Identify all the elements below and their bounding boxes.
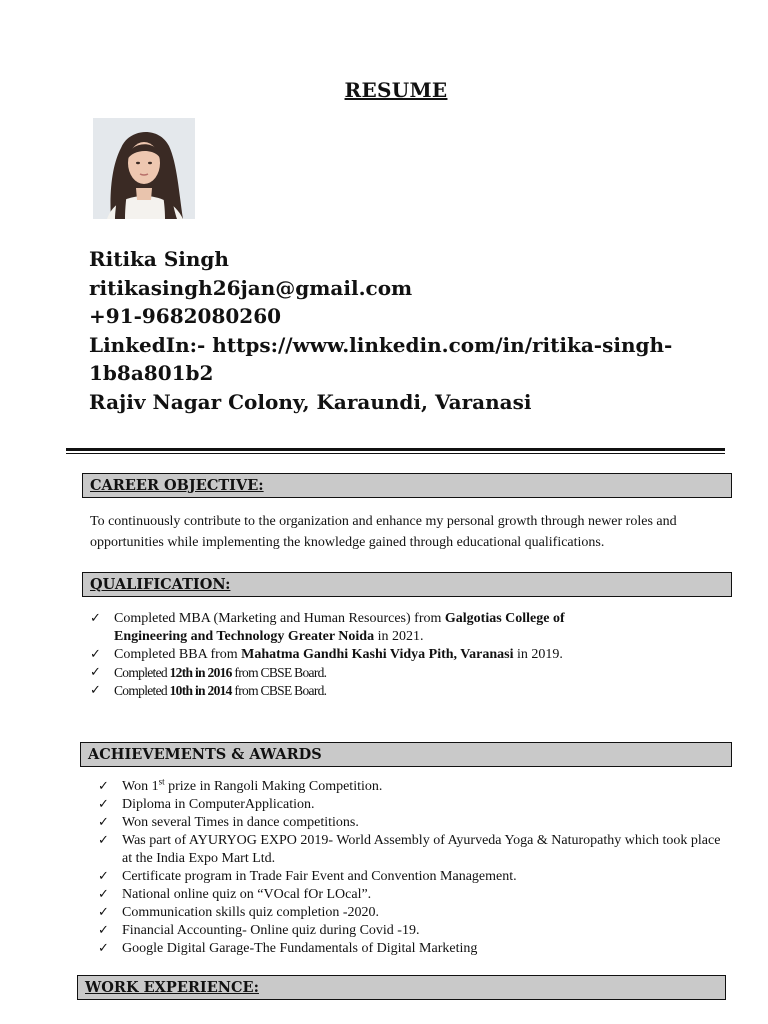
career-objective-heading: CAREER OBJECTIVE: [82,473,732,498]
list-item: ✓ Was part of AYURYOG EXPO 2019- World Assembly of Ayurveda Yoga & Naturopathy which took place at the India Expo Mart Ltd. [98,833,721,866]
check-icon: ✓ [90,611,101,626]
list-item: ✓ Won several Times in dance competitions. [98,815,359,830]
list-item: ✓ Won 1st prize in Rangoli Making Competition. [98,776,383,794]
achievements-list [98,778,723,958]
linkedin-line-2[interactable]: 1b8a801b2 [89,361,214,385]
check-icon: ✓ [98,905,109,920]
qualification-list [90,610,720,700]
list-item: ✓ Financial Accounting- Online quiz during Covid -19. [98,923,420,938]
list-item: ✓ Completed BBA from Mahatma Gandhi Kashi Vidya Pith, Varanasi in 2019. [90,647,563,662]
list-item: ✓ Communication skills quiz completion -2020. [98,905,380,920]
divider-thick [66,448,725,451]
check-icon: ✓ [98,887,109,902]
list-item: ✓ Diploma in ComputerApplication. [98,797,315,812]
check-icon: ✓ [98,923,109,938]
contact-block [89,245,689,416]
check-icon: ✓ [98,941,109,956]
list-item: ✓ Google Digital Garage-The Fundamentals of Digital Marketing [98,941,478,956]
list-item: ✓ Completed MBA (Marketing and Human Resources) from Galgotias College of Engineering and Technology Greater Noida in 2021. [90,611,565,644]
phone-text: +91-9682080260 [89,304,282,328]
divider-thin [66,453,725,454]
list-item: ✓ National online quiz on “VOcal fOr LOcal”. [98,887,372,902]
list-item: ✓ Certificate program in Trade Fair Event and Convention Management. [98,869,517,884]
candidate-name: Ritika Singh [89,247,229,271]
profile-photo [93,118,195,219]
list-item: ✓ Completed 10th in 2014 from CBSE Board. [90,683,327,698]
address-text: Rajiv Nagar Colony, Karaundi, Varanasi [89,389,532,414]
check-icon: ✓ [98,779,109,794]
check-icon: ✓ [90,683,101,698]
check-icon: ✓ [90,647,101,662]
check-icon: ✓ [98,869,109,884]
achievements-heading: ACHIEVEMENTS & AWARDS [80,742,732,767]
work-experience-heading: WORK EXPERIENCE: [77,975,726,1000]
email-text[interactable]: ritikasingh26jan@gmail.com [89,275,413,300]
check-icon: ✓ [90,665,101,680]
career-objective-text: To continuously contribute to the organization and enhance my personal growth through newer roles and opportunities while implementing the knowledge gained through educational qualifications. [90,514,677,550]
qualification-heading: QUALIFICATION: [82,572,732,597]
resume-title: RESUME [344,78,448,102]
check-icon: ✓ [98,815,109,830]
check-icon: ✓ [98,833,109,848]
check-icon: ✓ [98,797,109,812]
linkedin-line-1[interactable]: LinkedIn:- https://www.linkedin.com/in/ritika-singh- [89,332,673,357]
list-item: ✓ Completed 12th in 2016 from CBSE Board. [90,665,327,680]
